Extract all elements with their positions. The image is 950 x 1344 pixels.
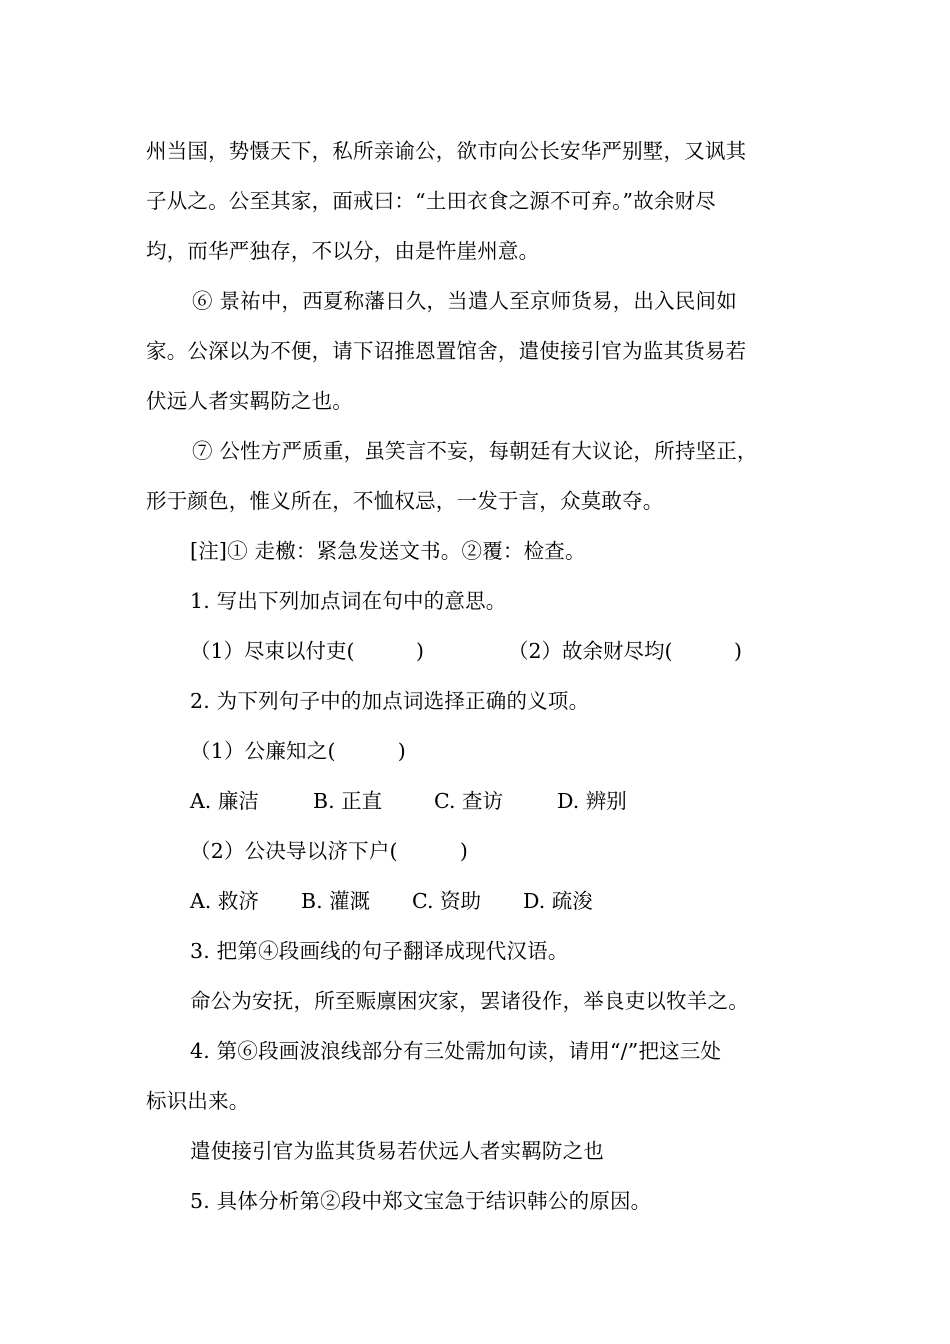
option-d: D. 辨别 xyxy=(557,789,627,813)
paragraph-5-line-1: 州当国，势慑天下，私所亲谕公，欲市向公长安华严别墅，又讽其 xyxy=(146,139,747,163)
question-4-prompt-line-2: 标识出来。 xyxy=(146,1089,250,1113)
paragraph-7-line-1: ⑦ 公性方严质重，虽笑言不妄，每朝廷有大议论，所持坚正， xyxy=(192,439,758,463)
annotation-note: [注]① 走檄：紧急发送文书。②覆：检查。 xyxy=(190,539,586,563)
question-3-prompt: 3. 把第④段画线的句子翻译成现代汉语。 xyxy=(190,939,569,963)
option-b: B. 灌溉 xyxy=(301,889,371,913)
option-a: A. 救济 xyxy=(190,889,259,913)
question-1-item-1: （1）尽束以付吏( ) xyxy=(190,639,425,663)
paragraph-6-line-2: 家。公深以为不便，请下诏推恩置馆舍，遣使接引官为监其货易若 xyxy=(146,339,747,363)
question-2-item-1: （1）公廉知之( ) xyxy=(190,739,406,763)
question-3-sentence: 命公为安抚，所至赈廪困灾家，罢诸役作，举良吏以牧羊之。 xyxy=(190,989,749,1013)
question-4-sentence: 遣使接引官为监其货易若伏远人者实羁防之也 xyxy=(190,1139,604,1163)
option-c: C. 资助 xyxy=(412,889,481,913)
question-4-prompt-line-1: 4. 第⑥段画波浪线部分有三处需加句读，请用“/”把这三处 xyxy=(190,1039,722,1063)
option-b: B. 正直 xyxy=(313,789,383,813)
paragraph-5-line-3: 均，而华严独存，不以分，由是忤崖州意。 xyxy=(146,239,540,263)
question-5-prompt: 5. 具体分析第②段中郑文宝急于结识韩公的原因。 xyxy=(190,1189,652,1213)
option-c: C. 查访 xyxy=(434,789,503,813)
question-2-item-2: （2）公决导以济下户( ) xyxy=(190,839,469,863)
paragraph-6-line-3: 伏远人者实羁防之也。 xyxy=(146,389,353,413)
option-a: A. 廉洁 xyxy=(190,789,259,813)
question-1-prompt: 1. 写出下列加点词在句中的意思。 xyxy=(190,589,507,613)
option-d: D. 疏浚 xyxy=(523,889,593,913)
question-2-prompt: 2. 为下列句子中的加点词选择正确的义项。 xyxy=(190,689,590,713)
paragraph-6-line-1: ⑥ 景祐中，西夏称藩日久，当遣人至京师货易，出入民间如 xyxy=(192,289,737,313)
paragraph-5-line-2: 子从之。公至其家，面戒曰：“土田衣食之源不可弃。”故余财尽 xyxy=(146,189,717,213)
question-1-item-2: （2）故余财尽均( ) xyxy=(508,639,743,663)
paragraph-7-line-2: 形于颜色，惟义所在，不恤权忌，一发于言，众莫敢夺。 xyxy=(146,489,664,513)
